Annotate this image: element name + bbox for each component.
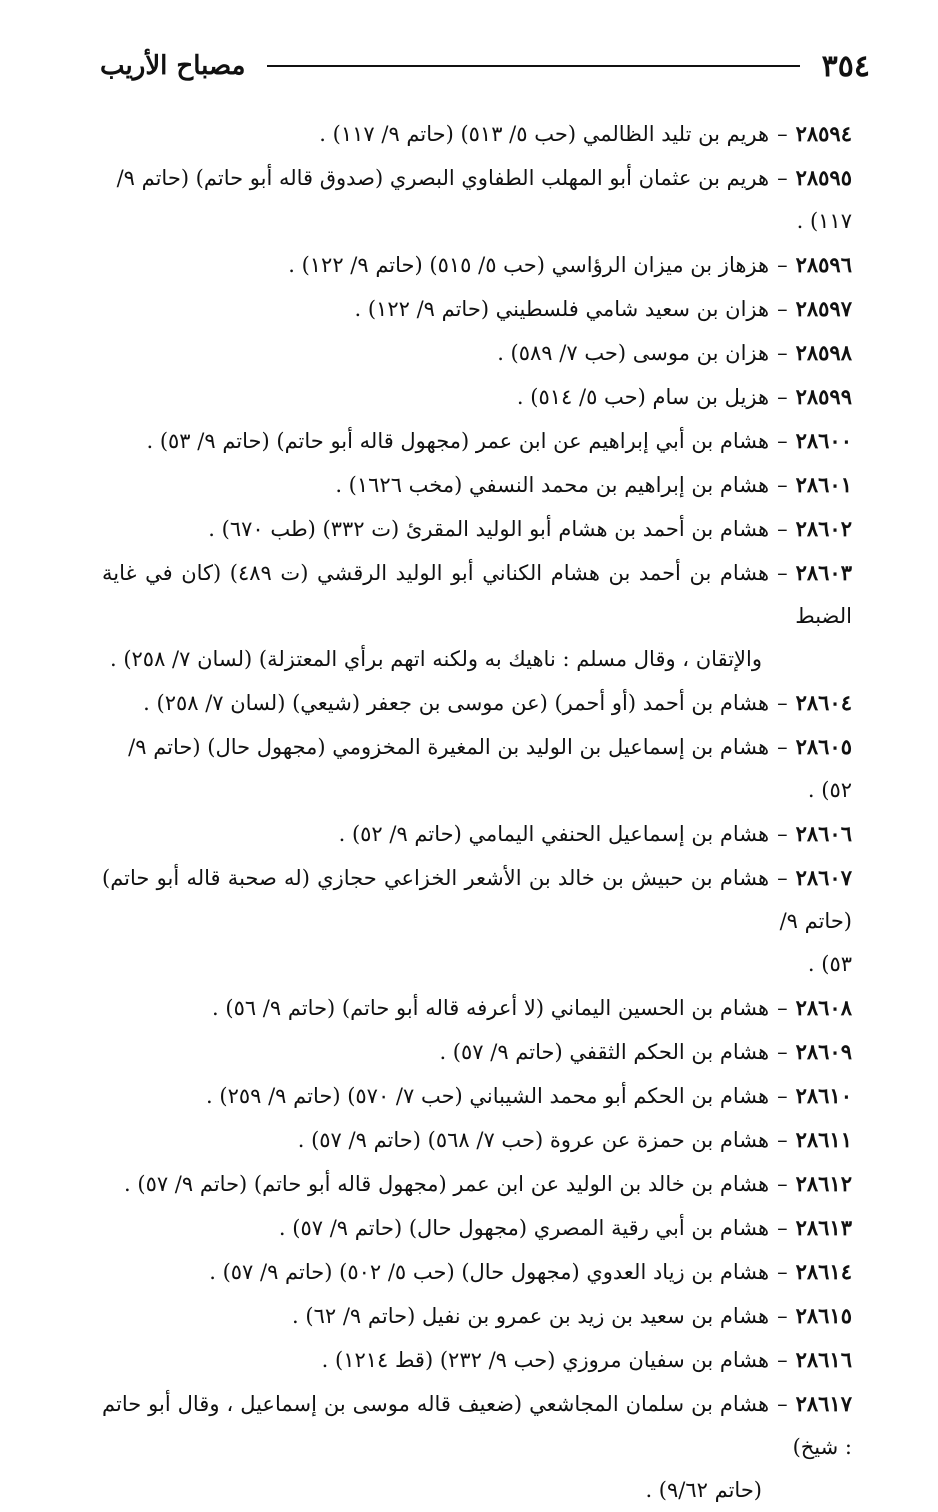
entry-text: هزيل بن سام (حب ٥/ ٥١٤) .: [516, 385, 770, 409]
entry-number: ٢٨٦٠٣: [795, 560, 852, 585]
entry: ٢٨٦٠٤–هشام بن أحمد (أو أحمر) (عن موسى بن جعفر (شيعي) (لسان ٧/ ٢٥٨) .: [143, 690, 852, 715]
entry: ٢٨٦١٢–هشام بن خالد بن الوليد عن ابن عمر (مجهول قاله أبو حاتم) (حاتم ٩/ ٥٧) .: [124, 1171, 852, 1196]
entry-text: هريم بن تليد الظالمي (حب ٥/ ٥١٣) (حاتم ٩/ ١١٧) .: [319, 122, 770, 146]
entry: ٢٨٦٠١–هشام بن إبراهيم بن محمد النسفي (مخب ١٦٢٦) .: [335, 472, 852, 497]
entry-text: هشام بن الحكم أبو محمد الشيباني (حب ٧/ ٥٧٠) (حاتم ٩/ ٢٥٩) .: [206, 1084, 770, 1108]
entry-text: هشام بن أحمد بن هشام أبو الوليد المقرئ (ت ٣٣٢) (طب ٦٧٠) .: [208, 517, 770, 541]
entry-number: ٢٨٥٩٩: [795, 384, 852, 409]
entry: ٢٨٦٠٢–هشام بن أحمد بن هشام أبو الوليد المقرئ (ت ٣٣٢) (طب ٦٧٠) .: [208, 516, 852, 541]
entry-number: ٢٨٥٩٥: [795, 165, 852, 190]
entry: ٢٨٦١٣–هشام بن أبي رقية المصري (مجهول حال) (حاتم ٩/ ٥٧) .: [278, 1215, 852, 1240]
entry-number: ٢٨٥٩٨: [795, 340, 852, 365]
entry: ٢٨٦٠٩–هشام بن الحكم الثقفي (حاتم ٩/ ٥٧) .: [439, 1039, 852, 1064]
entry: ٢٨٥٩٩–هزيل بن سام (حب ٥/ ٥١٤) .: [516, 384, 852, 409]
entry-number: ٢٨٦٠٢: [795, 516, 852, 541]
entry: ٢٨٦٠٠–هشام بن أبي إبراهيم عن ابن عمر (مجهول قاله أبو حاتم) (حاتم ٩/ ٥٣) .: [146, 428, 852, 453]
entry-number: ٢٨٦١٢: [795, 1171, 852, 1196]
entry-number: ٢٨٦٠٧: [795, 865, 852, 890]
entry: ٢٨٦٠٣–هشام بن أحمد بن هشام الكناني أبو الوليد الرقشي (ت ٤٨٩) (كان في غاية الضبط: [102, 560, 852, 628]
entry-text: هزان بن سعيد شامي فلسطيني (حاتم ٩/ ١٢٢) .: [354, 297, 770, 321]
entry-list: [102, 112, 852, 1512]
book-title: مصباح الأريب: [100, 51, 246, 81]
entry: ٢٨٦٠٦–هشام بن إسماعيل الحنفي اليمامي (حاتم ٩/ ٥٢) .: [338, 821, 852, 846]
entry-number: ٢٨٦١٠: [795, 1083, 852, 1108]
entry-text: هشام بن إبراهيم بن محمد النسفي (مخب ١٦٢٦) .: [335, 473, 770, 497]
entry-text: هشام بن سفيان مروزي (حب ٩/ ٢٣٢) (قط ١٢١٤) .: [321, 1348, 770, 1372]
entry-number: ٢٨٦١٤: [795, 1259, 852, 1284]
entry: ٢٨٦١٧–هشام بن سلمان المجاشعي (ضعيف قاله موسى بن إسماعيل ، وقال أبو حاتم : شيخ): [102, 1391, 852, 1459]
entry-text: هشام بن أبي رقية المصري (مجهول حال) (حاتم ٩/ ٥٧) .: [278, 1216, 770, 1240]
entry-text: هشام بن حمزة عن عروة (حب ٧/ ٥٦٨) (حاتم ٩/ ٥٧) .: [297, 1128, 770, 1152]
entry-text: هشام بن إسماعيل بن الوليد بن المغيرة المخزومي (مجهول حال) (حاتم ٩/ ٥٢) .: [128, 735, 852, 802]
entry-text: هشام بن سلمان المجاشعي (ضعيف قاله موسى بن إسماعيل ، وقال أبو حاتم : شيخ): [102, 1392, 852, 1459]
entry: ٢٨٦١١–هشام بن حمزة عن عروة (حب ٧/ ٥٦٨) (حاتم ٩/ ٥٧) .: [297, 1127, 852, 1152]
entry-number: ٢٨٦٠٤: [795, 690, 852, 715]
entry-text: هشام بن أحمد (أو أحمر) (عن موسى بن جعفر (شيعي) (لسان ٧/ ٢٥٨) .: [143, 691, 770, 715]
entry: ٢٨٦٠٨–هشام بن الحسين اليماني (لا أعرفه قاله أبو حاتم) (حاتم ٩/ ٥٦) .: [212, 995, 852, 1020]
page-number: ٣٥٤: [821, 48, 870, 84]
entry-number: ٢٨٦١١: [795, 1127, 852, 1152]
entry-text: هشام بن إسماعيل الحنفي اليمامي (حاتم ٩/ ٥٢) .: [338, 822, 770, 846]
entry-number: ٢٨٦١٣: [795, 1215, 852, 1240]
entry-text: هريم بن عثمان أبو المهلب الطفاوي البصري (صدوق قاله أبو حاتم) (حاتم ٩/ ١١٧) .: [116, 166, 852, 233]
entry-text: هشام بن سعيد بن زيد بن عمرو بن نفيل (حاتم ٩/ ٦٢) .: [292, 1304, 770, 1328]
entry: ٢٨٦٠٥–هشام بن إسماعيل بن الوليد بن المغيرة المخزومي (مجهول حال) (حاتم ٩/ ٥٢) .: [128, 734, 852, 802]
entry-text: هشام بن خالد بن الوليد عن ابن عمر (مجهول قاله أبو حاتم) (حاتم ٩/ ٥٧) .: [124, 1172, 770, 1196]
entry-number: ٢٨٦٠٨: [795, 995, 852, 1020]
entry: ٢٨٥٩٧–هزان بن سعيد شامي فلسطيني (حاتم ٩/ ١٢٢) .: [354, 296, 852, 321]
entry-number: ٢٨٥٩٦: [795, 252, 852, 277]
entry: ٢٨٦١٥–هشام بن سعيد بن زيد بن عمرو بن نفيل (حاتم ٩/ ٦٢) .: [292, 1303, 852, 1328]
entry: ٢٨٦١٤–هشام بن زياد العدوي (مجهول حال) (حب ٥/ ٥٠٢) (حاتم ٩/ ٥٧) .: [209, 1259, 852, 1284]
entry-text: هزهاز بن ميزان الرؤاسي (حب ٥/ ٥١٥) (حاتم ٩/ ١٢٢) .: [288, 253, 770, 277]
entry-number: ٢٨٦١٥: [795, 1303, 852, 1328]
entry: ٢٨٥٩٤–هريم بن تليد الظالمي (حب ٥/ ٥١٣) (حاتم ٩/ ١١٧) .: [319, 121, 852, 146]
entry-number: ٢٨٦٠٩: [795, 1039, 852, 1064]
entry: ٢٨٦٠٧–هشام بن حبيش بن خالد بن الأشعر الخزاعي حجازي (له صحبة قاله أبو حاتم) (حاتم ٩/: [102, 865, 852, 933]
entry-text: هشام بن حبيش بن خالد بن الأشعر الخزاعي حجازي (له صحبة قاله أبو حاتم) (حاتم ٩/: [102, 866, 852, 933]
header-rule: [267, 65, 799, 67]
entry-number: ٢٨٦٠٦: [795, 821, 852, 846]
entry-continuation: والإتقان ، وقال مسلم : ناهيك به ولكنه اتهم برأي المعتزلة) (لسان ٧/ ٢٥٨) .: [109, 647, 762, 671]
entry-number: ٢٨٦١٧: [795, 1391, 852, 1416]
entry: ٢٨٦١٠–هشام بن الحكم أبو محمد الشيباني (حب ٧/ ٥٧٠) (حاتم ٩/ ٢٥٩) .: [206, 1083, 852, 1108]
entry-number: ٢٨٦٠٥: [795, 734, 852, 759]
entry-text: هزان بن موسى (حب ٧/ ٥٨٩) .: [497, 341, 770, 365]
entry: ٢٨٥٩٨–هزان بن موسى (حب ٧/ ٥٨٩) .: [497, 340, 852, 365]
entry: ٢٨٥٩٦–هزهاز بن ميزان الرؤاسي (حب ٥/ ٥١٥) (حاتم ٩/ ١٢٢) .: [288, 252, 852, 277]
entry-number: ٢٨٥٩٧: [795, 296, 852, 321]
entry-text: هشام بن الحسين اليماني (لا أعرفه قاله أبو حاتم) (حاتم ٩/ ٥٦) .: [212, 996, 770, 1020]
entry-number: ٢٨٦٠١: [795, 472, 852, 497]
entry-number: ٢٨٦٠٠: [795, 428, 852, 453]
entry-continuation: (حاتم ٩/٦٢) .: [645, 1478, 762, 1502]
entry-text: هشام بن أحمد بن هشام الكناني أبو الوليد الرقشي (ت ٤٨٩) (كان في غاية الضبط: [102, 561, 852, 628]
entry-text: هشام بن أبي إبراهيم عن ابن عمر (مجهول قاله أبو حاتم) (حاتم ٩/ ٥٣) .: [146, 429, 770, 453]
entry: ٢٨٥٩٥–هريم بن عثمان أبو المهلب الطفاوي البصري (صدوق قاله أبو حاتم) (حاتم ٩/ ١١٧) .: [116, 165, 852, 233]
entry-text: هشام بن زياد العدوي (مجهول حال) (حب ٥/ ٥٠٢) (حاتم ٩/ ٥٧) .: [209, 1260, 770, 1284]
entry-number: ٢٨٦١٦: [795, 1347, 852, 1372]
entry: ٢٨٦١٦–هشام بن سفيان مروزي (حب ٩/ ٢٣٢) (قط ١٢١٤) .: [321, 1347, 852, 1372]
entry-continuation: ٥٣) .: [807, 952, 852, 976]
entry-text: هشام بن الحكم الثقفي (حاتم ٩/ ٥٧) .: [439, 1040, 770, 1064]
entry-number: ٢٨٥٩٤: [795, 121, 852, 146]
page-header: [100, 44, 870, 88]
